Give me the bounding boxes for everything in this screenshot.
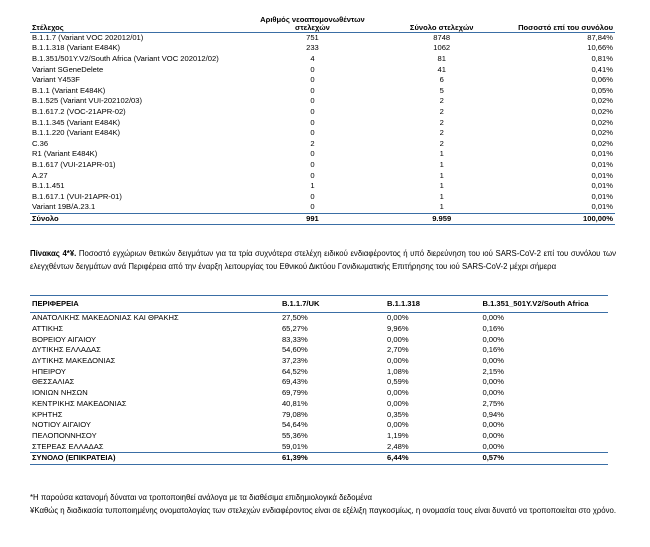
- table-row: [30, 377, 608, 388]
- table-row: [30, 75, 615, 86]
- percentage-cell: 0,01%: [591, 149, 613, 159]
- strain-name-cell: Variant SGeneDelete: [32, 64, 104, 74]
- table-row: [30, 345, 608, 356]
- table-row: [30, 202, 615, 213]
- table-row: [30, 85, 615, 96]
- b11318-cell: 1,08%: [387, 366, 409, 376]
- region-table-total-row: [30, 452, 608, 464]
- total-strains-cell: 1: [439, 191, 444, 201]
- strain-table-header: [30, 6, 615, 32]
- percentage-cell: 0,02%: [591, 96, 613, 106]
- total-strains-cell: 41: [437, 64, 446, 74]
- table-row: [30, 107, 615, 118]
- table-row: [30, 149, 615, 160]
- new-isolates-cell: 751: [306, 32, 319, 42]
- region-name-cell: ΔΥΤΙΚΗΣ ΕΛΛΑΔΑΣ: [32, 345, 101, 355]
- b1351-cell: 0,00%: [482, 334, 505, 344]
- strain-name-cell: B.1.1 (Variant E484K): [32, 85, 106, 95]
- b11318-cell: 0,35%: [387, 409, 409, 419]
- header-b11318: B.1.1.318: [385, 296, 480, 313]
- header-total-strains: Σύνολο στελεχών: [382, 6, 501, 32]
- new-isolates-cell: 0: [310, 191, 315, 201]
- table-row: [30, 409, 608, 420]
- region-table: [30, 295, 608, 465]
- new-isolates-cell: 0: [310, 106, 315, 116]
- table-row: [30, 191, 615, 202]
- b1351-cell: 0,16%: [482, 345, 505, 355]
- caption-text: Ποσοστό εγχώριων θετικών δειγμάτων για τα τρία συχνότερα στελέχη ειδικού ενδιαφέροντος ή υπό διερεύνηση του ιού SARS-CoV-2 επί του συνόλου των ελεγχθέντων δειγμάτων ανά Περιφέρεια από την έναρξη λειτουργίας του Εθνικού Δικτύου Γονιδιωματικής Επιτήρησης του ιού SARS-CoV-2 μέχρι σήμερα: [30, 249, 616, 271]
- total-strains-cell: 1: [439, 181, 444, 191]
- strain-name-cell: A.27: [32, 170, 48, 180]
- table-row: [30, 420, 608, 431]
- total-strains-cell: 1: [439, 159, 444, 169]
- new-isolates-cell: 0: [310, 96, 315, 106]
- b11318-cell: 0,00%: [387, 313, 409, 323]
- percentage-cell: 0,01%: [591, 181, 613, 191]
- strain-name-cell: B.1.617.2 (VOC-21APR-02): [32, 106, 126, 116]
- total-strains-cell: 5: [439, 85, 444, 95]
- total-new-isolates: 991: [243, 213, 383, 225]
- percentage-cell: 10,66%: [587, 43, 613, 53]
- region-name-cell: ΘΕΣΣΑΛΙΑΣ: [32, 377, 75, 387]
- b1351-cell: 2,15%: [482, 366, 505, 376]
- b117-cell: 40,81%: [281, 398, 308, 408]
- b1351-cell: 0,00%: [482, 441, 505, 451]
- percentage-cell: 87,84%: [587, 32, 613, 42]
- region-name-cell: ΚΡΗΤΗΣ: [32, 409, 63, 419]
- new-isolates-cell: 0: [310, 117, 315, 127]
- table-row: [30, 399, 608, 410]
- table-row: [30, 181, 615, 192]
- header-new-isolates: Αριθμός νεοαπομονωθέντων στελεχών: [243, 6, 383, 32]
- percentage-cell: 0,01%: [591, 191, 613, 201]
- table-row: [30, 54, 615, 65]
- percentage-cell: 0,01%: [591, 202, 613, 212]
- b117-cell: 69,43%: [281, 377, 308, 387]
- strain-name-cell: B.1.617.1 (VUI-21APR-01): [32, 191, 122, 201]
- b11318-cell: 2,48%: [387, 441, 409, 451]
- new-isolates-cell: 0: [310, 128, 315, 138]
- strain-name-cell: B.1.1.7 (Variant VOC 202012/01): [32, 32, 144, 42]
- total-strains-cell: 81: [437, 53, 446, 63]
- b11318-cell: 0,00%: [387, 356, 409, 366]
- b1351-cell: 2,75%: [482, 398, 505, 408]
- strain-table: [30, 6, 615, 225]
- percentage-cell: 0,01%: [591, 159, 613, 169]
- region-name-cell: ΠΕΛΟΠΟΝΝΗΣΟΥ: [32, 430, 97, 440]
- total-strains-cell: 2: [439, 128, 444, 138]
- table-row: [30, 366, 608, 377]
- b1351-cell: 0,16%: [482, 324, 505, 334]
- b117-cell: 64,52%: [281, 366, 308, 376]
- b117-cell: 55,36%: [281, 430, 308, 440]
- new-isolates-cell: 0: [310, 159, 315, 169]
- footnote: *Η παρούσα κατανομή δύναται να τροποποιηθεί ανάλογα με τα διαθέσιμα επιδημιολογικά δεδομένα: [30, 493, 372, 502]
- table-row: [30, 170, 615, 181]
- b11318-cell: 1,19%: [387, 430, 409, 440]
- total-strains-cell: 1: [439, 170, 444, 180]
- b117-cell: 54,64%: [281, 420, 308, 430]
- footnote: ¥Καθώς η διαδικασία τυποποιημένης ονοματολογίας των στελεχών ενδιαφέροντος είναι σε εξέλιξη παγκοσμίως, η ονομασία τους είναι δυνατό να τροποποιείται στο χρόνο.: [30, 505, 617, 515]
- total-strains-cell: 1: [439, 202, 444, 212]
- new-isolates-cell: 0: [310, 85, 315, 95]
- header-region: ΠΕΡΙΦΕΡΕΙΑ: [30, 296, 280, 313]
- strain-name-cell: Variant 19B/A.23.1: [32, 202, 96, 212]
- table-row: [30, 356, 608, 367]
- table-row: [30, 388, 608, 399]
- b117-cell: 54,60%: [281, 345, 308, 355]
- table-row: [30, 431, 608, 442]
- percentage-cell: 0,02%: [591, 106, 613, 116]
- region-name-cell: ΙΟΝΙΩΝ ΝΗΣΩΝ: [32, 388, 88, 398]
- region-name-cell: ΗΠΕΙΡΟΥ: [32, 366, 66, 376]
- strain-name-cell: B.1.1.451: [32, 181, 65, 191]
- b1351-cell: 0,00%: [482, 313, 505, 323]
- table-row: [30, 96, 615, 107]
- strain-table-body: [30, 32, 615, 225]
- region-name-cell: ΑΝΑΤΟΛΙΚΗΣ ΜΑΚΕΔΟΝΙΑΣ ΚΑΙ ΘΡΑΚΗΣ: [32, 313, 179, 323]
- total-percentage: 100,00%: [501, 213, 615, 225]
- b11318-cell: 0,00%: [387, 420, 409, 430]
- total-strains-cell: 2: [439, 117, 444, 127]
- b1351-cell: 0,00%: [482, 388, 505, 398]
- total-strains-cell: 1062: [433, 43, 451, 53]
- strain-name-cell: B.1.351/501Y.V2/South Africa (Variant VOC 202012/02): [32, 53, 219, 63]
- new-isolates-cell: 0: [310, 149, 315, 159]
- header-b1351: B.1.351_501Y.V2/South Africa: [480, 296, 608, 313]
- b11318-cell: 0,00%: [387, 334, 409, 344]
- total-strains-cell: 2: [439, 138, 444, 148]
- strain-name-cell: C.36: [32, 138, 49, 148]
- percentage-cell: 0,01%: [591, 170, 613, 180]
- total-strains-cell: 8748: [433, 32, 451, 42]
- percentage-cell: 0,06%: [591, 75, 613, 85]
- header-strain: Στέλεχος: [30, 6, 243, 32]
- new-isolates-cell: 4: [310, 53, 315, 63]
- strain-name-cell: R1 (Variant E484K): [32, 149, 98, 159]
- table-row: [30, 64, 615, 75]
- strain-name-cell: Variant Y453F: [32, 75, 80, 85]
- percentage-cell: 0,81%: [591, 53, 613, 63]
- strain-table-total-row: [30, 213, 615, 225]
- total-b117: 61,39%: [280, 452, 385, 464]
- total-region-label: ΣΥΝΟΛΟ (ΕΠΙΚΡΑΤΕΙΑ): [30, 452, 280, 464]
- total-strains: 9.959: [382, 213, 501, 225]
- footnotes: [30, 492, 620, 517]
- b117-cell: 37,23%: [281, 356, 308, 366]
- region-name-cell: ΣΤΕΡΕΑΣ ΕΛΛΑΔΑΣ: [32, 441, 104, 451]
- new-isolates-cell: 1: [310, 181, 315, 191]
- b117-cell: 27,50%: [281, 313, 308, 323]
- region-name-cell: ΔΥΤΙΚΗΣ ΜΑΚΕΔΟΝΙΑΣ: [32, 356, 116, 366]
- b117-cell: 59,01%: [281, 441, 308, 451]
- table-row: [30, 128, 615, 139]
- region-name-cell: ΝΟΤΙΟΥ ΑΙΓΑΙΟΥ: [32, 420, 91, 430]
- total-b1351: 0,57%: [480, 452, 608, 464]
- total-strains-cell: 2: [439, 96, 444, 106]
- total-label: Σύνολο: [30, 213, 243, 225]
- header-percentage: Ποσοστό επί του συνόλου: [501, 6, 615, 32]
- percentage-cell: 0,02%: [591, 117, 613, 127]
- table-row: [30, 324, 608, 335]
- total-strains-cell: 2: [439, 106, 444, 116]
- b1351-cell: 0,94%: [482, 409, 505, 419]
- new-isolates-cell: 233: [306, 43, 319, 53]
- b11318-cell: 0,59%: [387, 377, 409, 387]
- table-row: [30, 117, 615, 128]
- percentage-cell: 0,02%: [591, 128, 613, 138]
- table-row: [30, 334, 608, 345]
- b117-cell: 83,33%: [281, 334, 308, 344]
- table-row: [30, 32, 615, 43]
- b117-cell: 79,08%: [281, 409, 308, 419]
- table-row: [30, 138, 615, 149]
- new-isolates-cell: 2: [310, 138, 315, 148]
- total-b11318: 6,44%: [385, 452, 480, 464]
- percentage-cell: 0,02%: [591, 138, 613, 148]
- caption-label: Πίνακας 4*¥.: [30, 249, 77, 258]
- new-isolates-cell: 0: [310, 64, 315, 74]
- percentage-cell: 0,41%: [591, 64, 613, 74]
- table-caption: [30, 248, 616, 273]
- b11318-cell: 0,00%: [387, 388, 409, 398]
- b1351-cell: 0,00%: [482, 377, 505, 387]
- header-b117: B.1.1.7/UK: [280, 296, 385, 313]
- strain-name-cell: B.1.617 (VUI-21APR-01): [32, 159, 116, 169]
- total-strains-cell: 6: [439, 75, 444, 85]
- region-name-cell: ΚΕΝΤΡΙΚΗΣ ΜΑΚΕΔΟΝΙΑΣ: [32, 398, 127, 408]
- table-row: [30, 441, 608, 452]
- new-isolates-cell: 0: [310, 170, 315, 180]
- percentage-cell: 0,05%: [591, 85, 613, 95]
- strain-name-cell: B.1.1.318 (Variant E484K): [32, 43, 121, 53]
- b11318-cell: 9,96%: [387, 324, 409, 334]
- region-name-cell: ΒΟΡΕΙΟΥ ΑΙΓΑΙΟΥ: [32, 334, 97, 344]
- strain-name-cell: B.1.1.220 (Variant E484K): [32, 128, 121, 138]
- region-table-body: [30, 313, 608, 465]
- new-isolates-cell: 0: [310, 75, 315, 85]
- region-table-header: [30, 296, 608, 313]
- total-strains-cell: 1: [439, 149, 444, 159]
- strain-name-cell: B.1.525 (Variant VUI-202102/03): [32, 96, 143, 106]
- new-isolates-cell: 0: [310, 202, 315, 212]
- b11318-cell: 2,70%: [387, 345, 409, 355]
- b11318-cell: 0,00%: [387, 398, 409, 408]
- b1351-cell: 0,00%: [482, 356, 505, 366]
- b117-cell: 69,79%: [281, 388, 308, 398]
- b1351-cell: 0,00%: [482, 430, 505, 440]
- strain-name-cell: B.1.1.345 (Variant E484K): [32, 117, 121, 127]
- table-row: [30, 43, 615, 54]
- b1351-cell: 0,00%: [482, 420, 505, 430]
- table-row: [30, 160, 615, 171]
- b117-cell: 65,27%: [281, 324, 308, 334]
- region-name-cell: ΑΤΤΙΚΗΣ: [32, 324, 64, 334]
- table-row: [30, 313, 608, 324]
